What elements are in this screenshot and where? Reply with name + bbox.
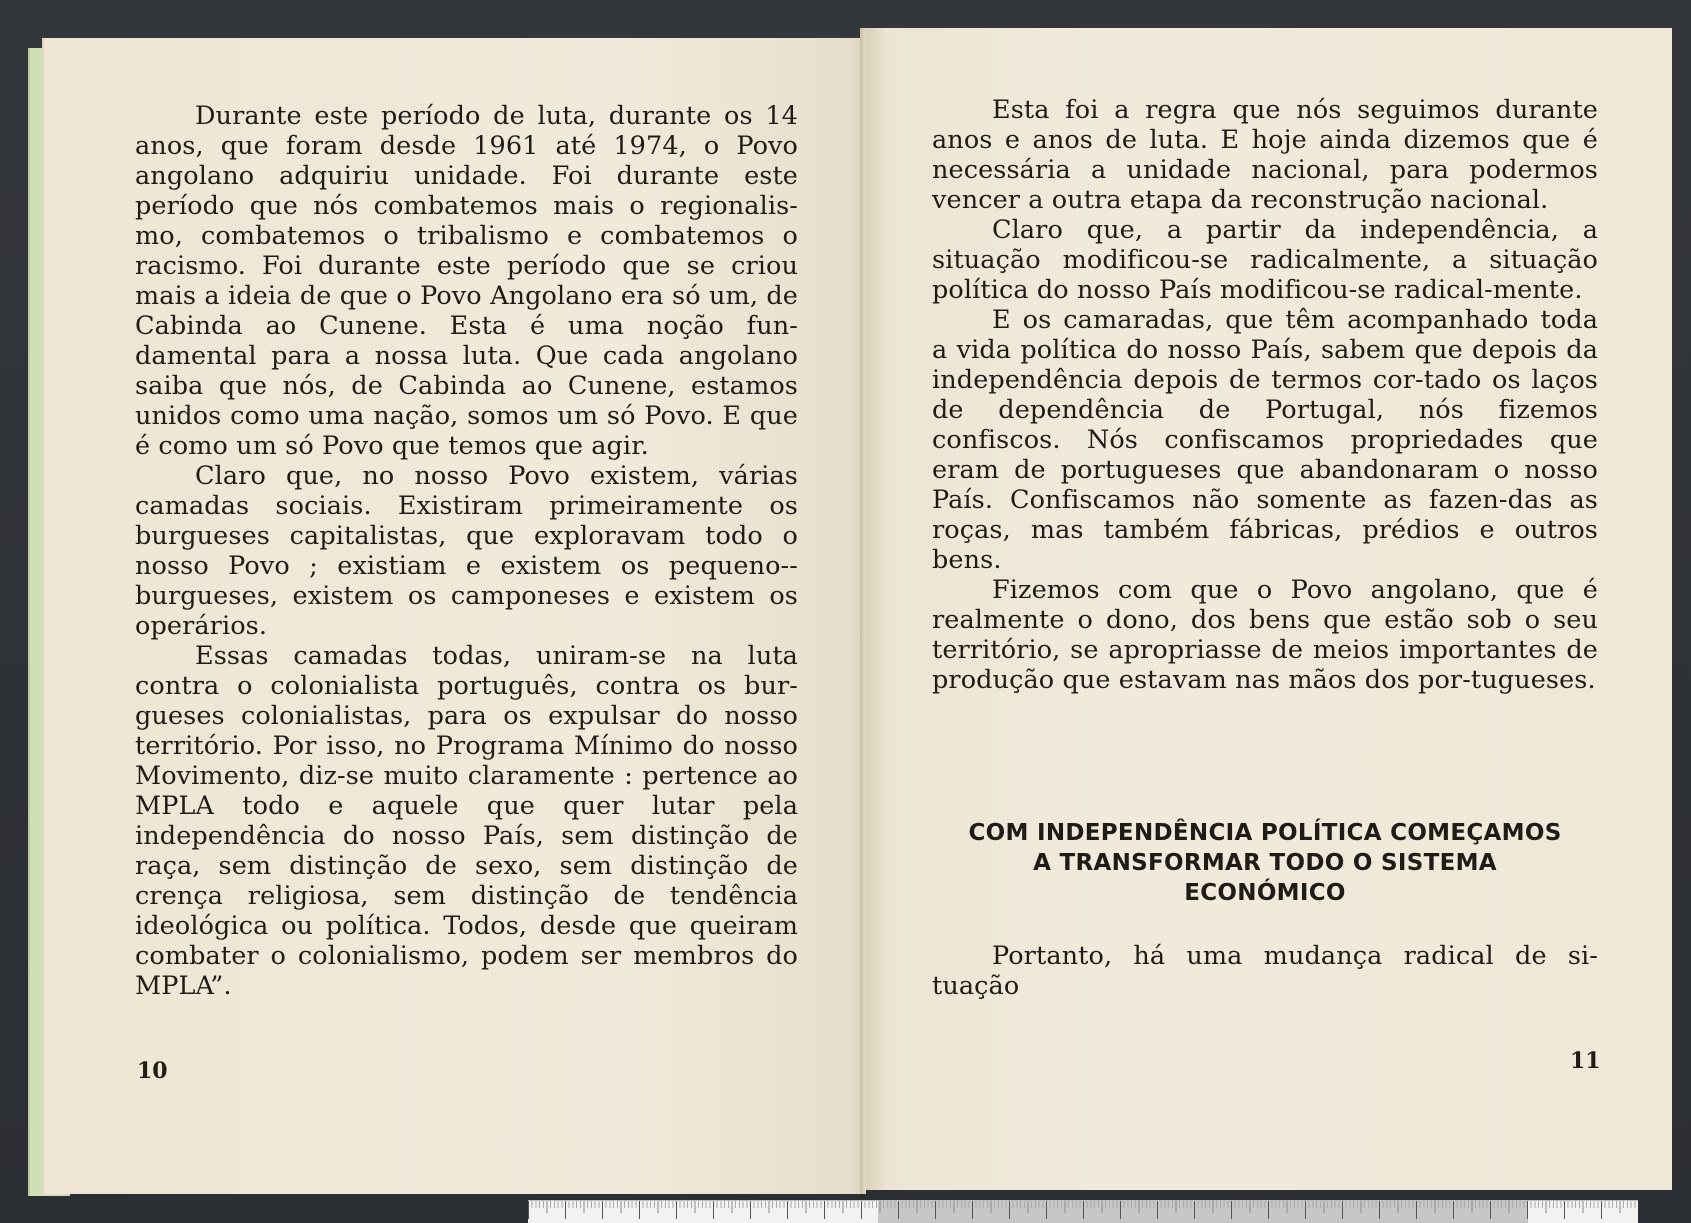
left-page-body	[135, 101, 798, 1001]
page-number: 11	[1570, 1048, 1601, 1074]
measurement-ruler	[528, 1200, 1638, 1223]
paragraph: Durante este período de luta, durante os 14 anos, que foram desde 1961 até 1974, o Povo angolano adquiriu unidade. Foi durante este período que nós combatemos mais o regionalis-mo, combatemos o tribalismo e combatemos o racismo. Foi durante este período que se criou mais a ideia de que o Povo Angolano era só um, de Cabinda ao Cunene. Esta é uma noção fun-damental para a nossa luta. Que cada angolano saiba que nós, de Cabinda ao Cunene, estamos unidos como uma nação, somos um só Povo. E que é como um só Povo que temos que agir.	[135, 101, 798, 461]
paragraph: E os camaradas, que têm acompanhado toda a vida política do nosso País, sabem que depois da independência depois de termos cor-tado os laços de dependência de Portugal, nós fizemos confiscos. Nós confiscamos propriedades que eram de portugueses que abandonaram o nosso País. Confiscamos não somente as fazen-das as roças, mas também fábricas, prédios e outros bens.	[932, 305, 1598, 575]
ruler-ticks	[528, 1201, 1638, 1223]
paragraph: Esta foi a regra que nós seguimos durante anos e anos de luta. E hoje ainda dizemos que é necessária a unidade nacional, para podermos vencer a outra etapa da reconstrução nacional.	[932, 95, 1598, 215]
right-page-body	[932, 95, 1598, 695]
page-number: 10	[137, 1058, 168, 1084]
heading-line: A TRANSFORMAR TODO O SISTEMA	[1033, 850, 1497, 876]
paragraph: Essas camadas todas, uniram-se na luta contra o colonialista português, contra os bur-gueses colonialistas, para os expulsar do nosso território. Por isso, no Programa Mínimo do nosso Movimento, diz-se muito claramente : pertence ao MPLA todo e aquele que quer lutar pela independência do nosso País, sem distinção de raça, sem distinção de sexo, sem distinção de crença religiosa, sem distinção de tendência ideológica ou política. Todos, desde que queiram combater o colonialismo, podem ser membros do MPLA”.	[135, 641, 798, 1001]
heading-line: COM INDEPENDÊNCIA POLÍTICA COMEÇAMOS	[968, 820, 1562, 846]
section-heading	[932, 818, 1598, 908]
paragraph: Claro que, no nosso Povo existem, várias camadas sociais. Existiram primeiramente os burgueses capitalistas, que exploravam todo o nosso Povo ; existiam e existem os pequeno--burgueses, existem os camponeses e existem os operários.	[135, 461, 798, 641]
heading-line: ECONÓMICO	[1184, 880, 1346, 906]
right-page-body-continued	[932, 941, 1598, 1001]
paragraph: Portanto, há uma mudança radical de si-tuação	[932, 941, 1598, 1001]
book-gutter	[860, 28, 866, 1194]
paragraph: Claro que, a partir da independência, a situação modificou-se radicalmente, a situação política do nosso País modificou-se radical-mente.	[932, 215, 1598, 305]
paragraph: Fizemos com que o Povo angolano, que é realmente o dono, dos bens que estão sob o seu território, se apropriasse de meios importantes de produção que estavam nas mãos dos por-tugueses.	[932, 575, 1598, 695]
